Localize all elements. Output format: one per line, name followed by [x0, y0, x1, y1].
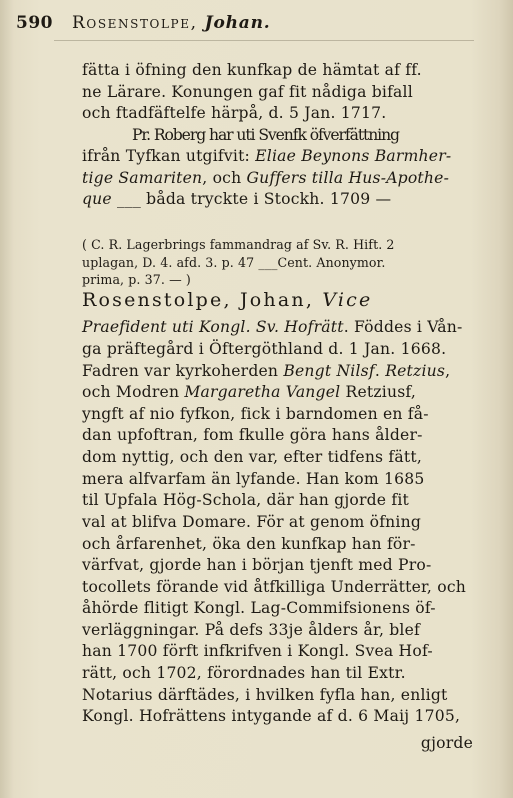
italic-span: tige Samariten: [82, 169, 203, 187]
footnote-line: [82, 271, 472, 288]
text-line: [82, 361, 472, 381]
text-span: han 1700 förft infkrifven i Kongl. Svea Hof-: [82, 642, 433, 660]
text-line: [82, 620, 472, 640]
text-span: och ftadfäftelfe härpå, d. 5 Jan. 1717.: [82, 104, 387, 122]
text-line: [132, 125, 513, 145]
text-span: yngft af nio fyfkon, fick i barndomen en få-: [82, 405, 429, 423]
footnote-line: [82, 236, 472, 253]
text-span: mera alfvarfam än lyfande. Han kom 1685: [82, 470, 425, 488]
text-span: fätta i öfning den kunfkap de hämtat af ff.: [82, 61, 422, 79]
text-span: .: [374, 362, 386, 380]
text-span: Pr. Roberg har uti Svenfk öfverfättning: [132, 126, 399, 144]
text-span: Kongl. Hofrättens intygande af d. 6 Maij 1705,: [82, 707, 461, 725]
text-span: Fadren var kyrkoherden: [82, 362, 284, 380]
text-span: Notarius därftädes, i hvilken fyfla han, enligt: [82, 686, 448, 704]
text-span: til Upfala Hög-Schola, där han gjorde fit: [82, 491, 409, 509]
entry-heading-line: [82, 290, 472, 310]
running-header: [16, 10, 493, 36]
text-span: värfvat, gjorde han i början tjenft med Pro-: [82, 556, 432, 574]
italic-span: Praefident uti Kongl. Sv. Hofrätt: [82, 318, 344, 336]
text-line: [82, 425, 472, 445]
text-line: [82, 339, 472, 359]
page-number: 590: [16, 13, 53, 33]
text-span: val at blifva Domare. För at genom öfning: [82, 513, 422, 531]
text-line: [82, 598, 472, 618]
text-line: [82, 685, 472, 705]
text-span: , och: [202, 169, 247, 187]
italic-span: Margaretha Vangel: [184, 383, 341, 401]
text-line: [82, 382, 472, 402]
text-span: åhörde flitigt Kongl. Lag-Commifsionens öf-: [82, 599, 436, 617]
text-line: [82, 146, 472, 166]
text-line: [82, 60, 472, 80]
text-span: tocollets förande vid åtfkilliga Underrätter, och: [82, 578, 467, 596]
text-line: [82, 555, 472, 575]
footnote-line: [82, 254, 472, 271]
text-span: och Modren: [82, 383, 185, 401]
italic-span: Eliae Beynons Barmher-: [255, 147, 452, 165]
running-head: [72, 10, 270, 36]
text-line: [82, 103, 472, 123]
text-line: [82, 317, 472, 337]
text-line: [82, 706, 472, 726]
text-span: prima, p. 37. — ): [82, 272, 191, 287]
catchword: [421, 733, 473, 753]
italic-span: que: [82, 190, 112, 208]
text-span: verläggningar. På defs 33je ålders år, blef: [82, 621, 421, 639]
italic-span: Vice: [322, 289, 373, 311]
running-head-surname: Rosenstolpe,: [72, 13, 198, 33]
text-line: [82, 577, 472, 597]
italic-span: Bengt Nilsf: [283, 362, 375, 380]
header-rule: [54, 40, 474, 41]
text-span: ne Lärare. Konungen gaf fit nådiga bifall: [82, 83, 413, 101]
text-line: [82, 189, 472, 209]
text-line: [82, 512, 472, 532]
text-line: [82, 490, 472, 510]
text-line: [82, 663, 472, 683]
text-span: . Föddes i Vån-: [343, 318, 463, 336]
text-span: Rosenstolpe, Johan,: [82, 289, 323, 311]
italic-span: Retzius: [385, 362, 446, 380]
text-span: ,: [445, 362, 451, 380]
italic-span: Guffers tilla Hus-Apothe-: [246, 169, 450, 187]
text-span: Retziusf,: [340, 383, 416, 401]
text-line: [82, 168, 472, 188]
text-line: [82, 469, 472, 489]
text-line: [82, 404, 472, 424]
text-span: ( C. R. Lagerbrings fammandrag af Sv. R. Hift. 2: [82, 237, 395, 252]
text-span: ga präftegård i Öftergöthland d. 1 Jan. 1668.: [82, 340, 447, 358]
text-line: [82, 641, 472, 661]
text-span: dom nyttig, och den var, efter tidfens fätt,: [82, 448, 422, 466]
text-line: [82, 82, 472, 102]
text-span: uplagan, D. 4. afd. 3. p. 47 ___Cent. Anonymor.: [82, 255, 386, 270]
text-span: och årfarenhet, öka den kunfkap han för-: [82, 535, 416, 553]
text-span: dan upfoftran, fom fkulle göra hans ålder-: [82, 426, 423, 444]
running-head-given-name: Johan.: [204, 13, 271, 33]
text-line: [82, 534, 472, 554]
text-span: ___ båda tryckte i Stockh. 1709 —: [111, 190, 392, 208]
text-line: [82, 447, 472, 467]
text-span: gjorde: [420, 734, 473, 752]
text-span: rätt, och 1702, förordnades han til Extr.: [82, 664, 406, 682]
text-span: ifrån Tyfkan utgifvit:: [82, 147, 256, 165]
